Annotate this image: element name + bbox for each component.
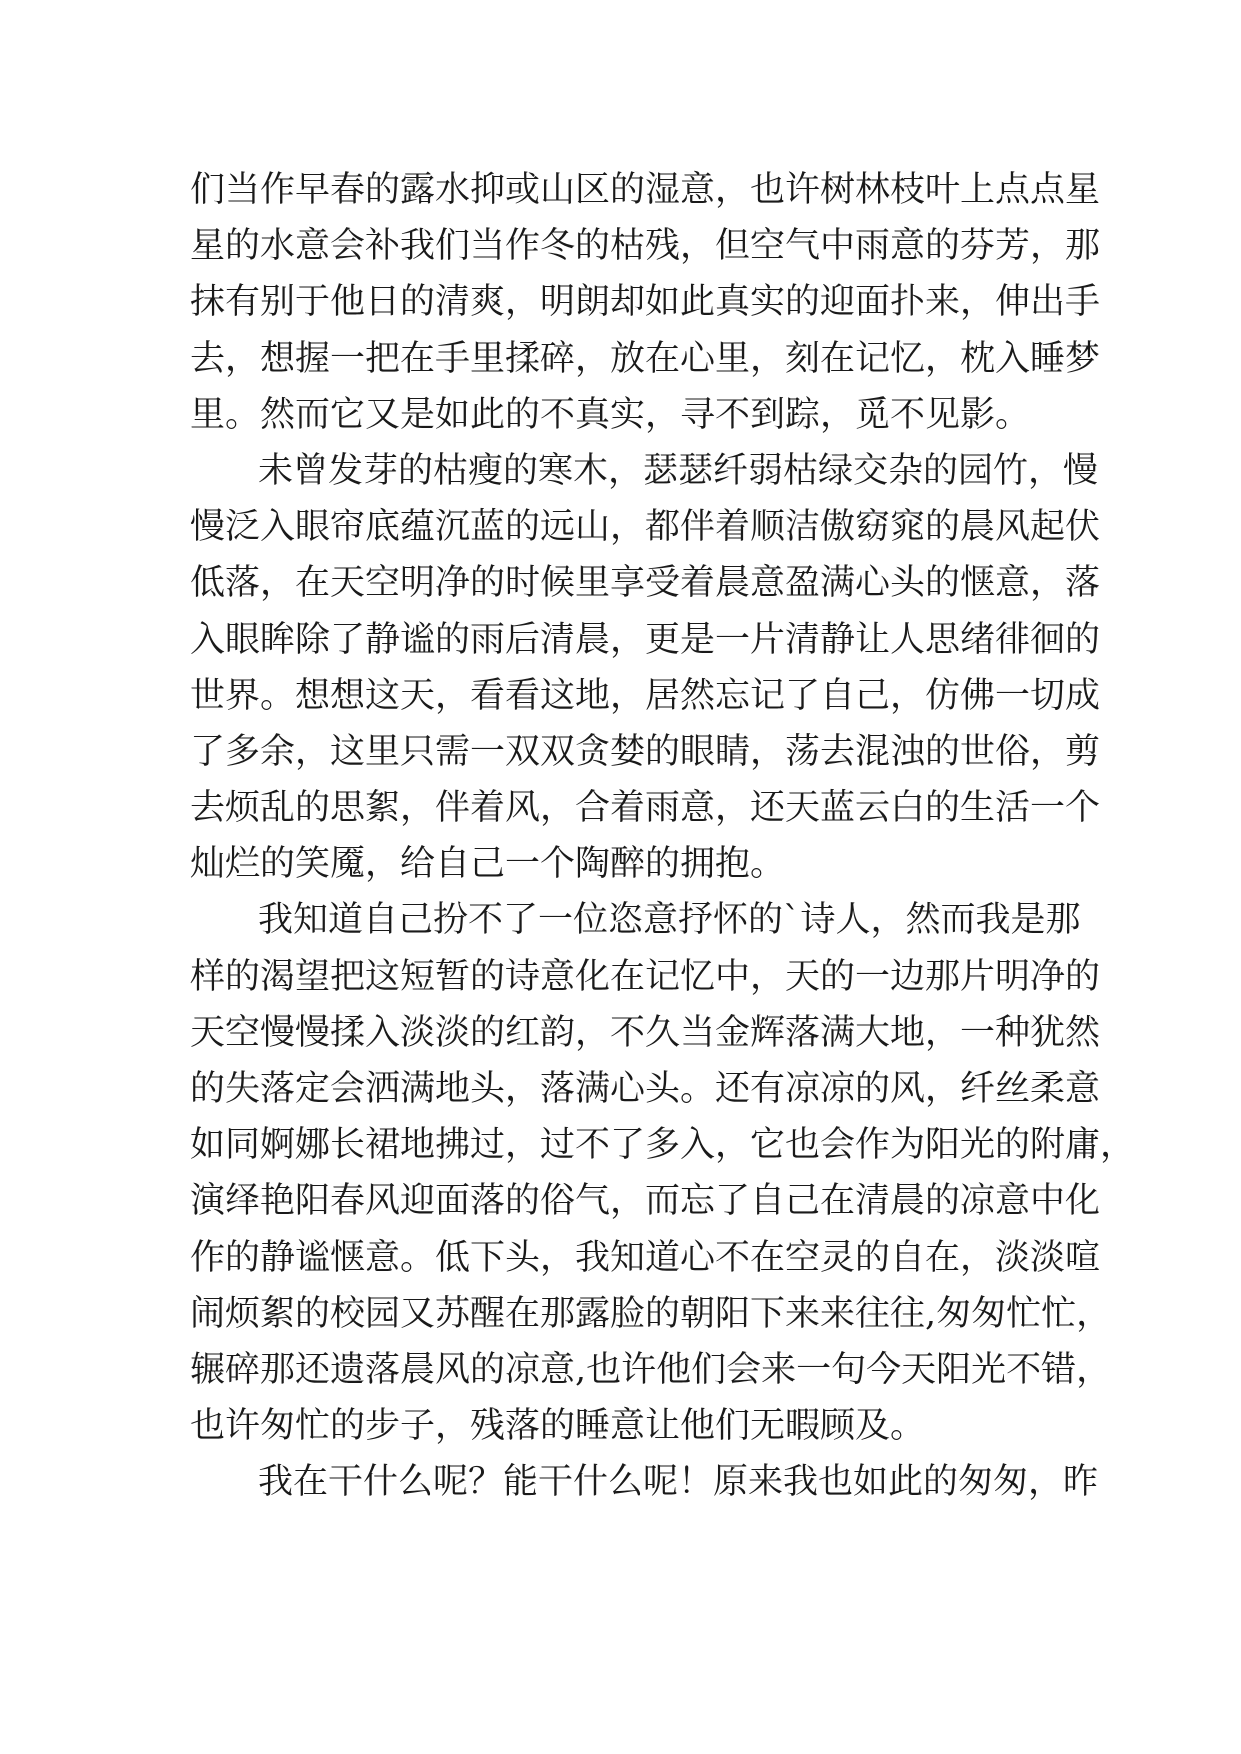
text-line: 灿烂的笑魇，给自己一个陶醉的拥抱。 bbox=[190, 844, 786, 885]
text-line: 也许匆忙的步子，残落的睡意让他们无暇顾及。 bbox=[190, 1406, 926, 1447]
body-text bbox=[190, 162, 1136, 1511]
text-line: 的失落定会洒满地头，落满心头。还有凉凉的风，纤丝柔意 bbox=[190, 1069, 1101, 1109]
text-line: 样的渴望把这短暂的诗意化在记忆中，天的一边那片明净的 bbox=[190, 956, 1101, 997]
paragraph bbox=[190, 892, 1136, 1454]
text-line: 慢泛入眼帘底蕴沉蓝的远山，都伴着顺洁傲窈窕的晨风起伏 bbox=[190, 507, 1101, 548]
text-line: 辗碎那还遗落晨风的凉意,也许他们会来一句今天阳光不错， bbox=[190, 1349, 1112, 1390]
paragraph bbox=[190, 1454, 1099, 1510]
text-line: 如同婀娜长裙地拂过，过不了多入，它也会作为阳光的附庸， bbox=[190, 1125, 1136, 1166]
text-line: 入眼眸除了静谧的雨后清晨，更是一片清静让人思绪徘徊的 bbox=[190, 619, 1101, 660]
text-line: 我在干什么呢？能干什么呢！原来我也如此的匆匆，昨 bbox=[258, 1462, 1099, 1503]
text-line: 演绎艳阳春风迎面落的俗气，而忘了自己在清晨的凉意中化 bbox=[190, 1181, 1101, 1222]
text-line: 我知道自己扮不了一位恣意抒怀的`诗人，然而我是那 bbox=[258, 900, 1081, 941]
text-line: 了多余，这里只需一双双贪婪的眼睛，荡去混浊的世俗，剪 bbox=[190, 731, 1101, 772]
text-line: 里。然而它又是如此的不真实，寻不到踪，觅不见影。 bbox=[190, 394, 1031, 435]
text-line: 世界。想想这天，看看这地，居然忘记了自己，仿佛一切成 bbox=[190, 675, 1101, 716]
text-line: 去烦乱的思絮，伴着风，合着雨意，还天蓝云白的生活一个 bbox=[190, 788, 1101, 829]
paragraph bbox=[190, 443, 1101, 893]
text-line: 作的静谧惬意。低下头，我知道心不在空灵的自在，淡淡喧 bbox=[190, 1237, 1101, 1278]
text-line: 低落，在天空明净的时候里享受着晨意盈满心头的惬意，落 bbox=[190, 563, 1101, 604]
text-line: 未曾发芽的枯瘦的寒木，瑟瑟纤弱枯绿交杂的园竹，慢 bbox=[258, 450, 1099, 491]
text-line: 星的水意会补我们当作冬的枯残，但空气中雨意的芬芳，那 bbox=[190, 226, 1101, 267]
paragraph bbox=[190, 162, 1101, 443]
text-line: 抹有别于他日的清爽，明朗却如此真实的迎面扑来，伸出手 bbox=[190, 282, 1101, 323]
text-line: 天空慢慢揉入淡淡的红韵，不久当金辉落满大地，一种犹然 bbox=[190, 1012, 1101, 1053]
text-line: 们当作早春的露水抑或山区的湿意，也许树林枝叶上点点星 bbox=[190, 170, 1101, 210]
text-line: 去，想握一把在手里揉碎，放在心里，刻在记忆，枕入睡梦 bbox=[190, 338, 1101, 379]
text-line: 闹烦絮的校园又苏醒在那露脸的朝阳下来来往往,匆匆忙忙， bbox=[190, 1293, 1112, 1334]
